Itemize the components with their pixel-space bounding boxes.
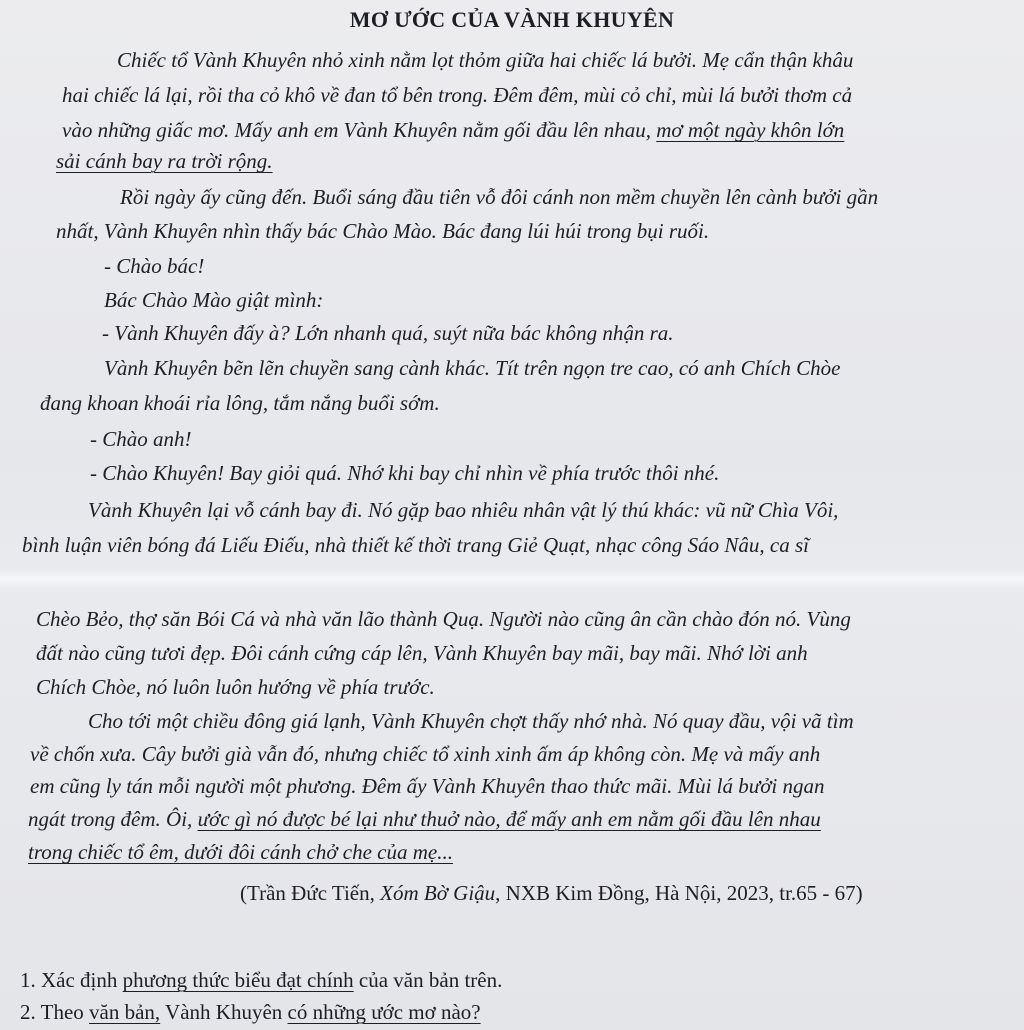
story-line (28, 806, 821, 832)
story-title: MƠ ƯỚC CỦA VÀNH KHUYÊN (349, 7, 675, 32)
story-line: đang khoan khoái rỉa lông, tắm nắng buổi sớm. (40, 391, 440, 415)
story-line-text: ngát trong đêm. Ôi, (28, 807, 198, 831)
underlined-dream-phrase: sải cánh bay ra trời rộng. (56, 149, 273, 173)
story-line: Bác Chào Mào giật mình: (104, 288, 324, 312)
story-line: đất nào cũng tươi đẹp. Đôi cánh cứng cáp lên, Vành Khuyên bay mãi, bay mãi. Nhớ lời anh (36, 641, 808, 665)
question-text: Vành Khuyên (160, 1000, 288, 1024)
story-line: nhất, Vành Khuyên nhìn thấy bác Chào Mào. Bác đang lúi húi trong bụi ruối. (56, 219, 710, 243)
underlined-keyword: có những ước mơ nào? (287, 1000, 481, 1024)
source-citation (240, 880, 863, 906)
story-line: Vành Khuyên lại vỗ cánh bay đi. Nó gặp bao nhiêu nhân vật lý thú khác: vũ nữ Chìa Vôi, (88, 498, 839, 522)
story-line: Vành Khuyên bẽn lẽn chuyền sang cành khác. Tít trên ngọn tre cao, có anh Chích Chòe (104, 356, 841, 380)
source-book-title: Xóm Bờ Giậu (380, 881, 496, 905)
story-line: bình luận viên bóng đá Liếu Điếu, nhà thiết kế thời trang Giẻ Quạt, nhạc công Sáo Nâu, ca sĩ (22, 533, 809, 557)
story-line: Chèo Bẻo, thợ săn Bói Cá và nhà văn lão thành Quạ. Người nào cũng ân cần chào đón nó. Vùng (36, 607, 851, 631)
question-text: 1. Xác định (20, 968, 123, 992)
dialogue-line: - Chào bác! (104, 254, 205, 278)
question-text: của văn bản trên. (353, 968, 503, 992)
question-text: 2. Theo (20, 1000, 90, 1024)
story-line (62, 117, 844, 143)
question-2 (20, 999, 481, 1025)
story-line-text: vào những giấc mơ. Mấy anh em Vành Khuyên nằm gối đầu lên nhau, (62, 118, 657, 142)
underlined-keyword: phương thức biểu đạt chính (122, 968, 354, 992)
source-prefix: (Trần Đức Tiến, (240, 881, 381, 905)
underlined-keyword: văn bản, (89, 1000, 161, 1024)
story-line: em cũng ly tán mỗi người một phương. Đêm ấy Vành Khuyên thao thức mãi. Mùi lá bưởi ngan (30, 774, 825, 798)
story-line: Chích Chòe, nó luôn luôn hướng về phía trước. (36, 675, 435, 699)
dialogue-line: - Chào Khuyên! Bay giỏi quá. Nhớ khi bay chỉ nhìn về phía trước thôi nhé. (90, 461, 720, 485)
paper-fold (0, 568, 1024, 590)
dialogue-line: - Chào anh! (90, 427, 192, 451)
underlined-dream-phrase: mơ một ngày khôn lớn (656, 118, 845, 142)
story-line: Rồi ngày ấy cũng đến. Buổi sáng đầu tiên vỗ đôi cánh non mềm chuyền lên cành bưởi gần (120, 185, 879, 209)
story-line: về chốn xưa. Cây bưởi già vẫn đó, nhưng chiếc tổ xinh xinh ấm áp không còn. Mẹ và mấy anh (30, 742, 821, 766)
underlined-wish-phrase: ước gì nó được bé lại như thuở nào, để mấy anh em nằm gối đầu lên nhau (197, 807, 821, 831)
dialogue-line: - Vành Khuyên đấy à? Lớn nhanh quá, suýt nữa bác không nhận ra. (102, 321, 674, 345)
underlined-wish-phrase: trong chiếc tổ êm, dưới đôi cánh chở che của mẹ... (28, 840, 453, 864)
story-line: Chiếc tổ Vành Khuyên nhỏ xinh nằm lọt thỏm giữa hai chiếc lá bưởi. Mẹ cẩn thận khâu (117, 48, 854, 72)
story-line: Cho tới một chiều đông giá lạnh, Vành Khuyên chợt thấy nhớ nhà. Nó quay đầu, vội vã tìm (88, 709, 854, 733)
question-1 (20, 967, 502, 993)
story-line: hai chiếc lá lại, rồi tha cỏ khô về đan tổ bên trong. Đêm đêm, mùi cỏ chỉ, mùi lá bưởi thơm cả (62, 83, 853, 107)
source-suffix: , NXB Kim Đồng, Hà Nội, 2023, tr.65 - 67) (495, 881, 863, 905)
